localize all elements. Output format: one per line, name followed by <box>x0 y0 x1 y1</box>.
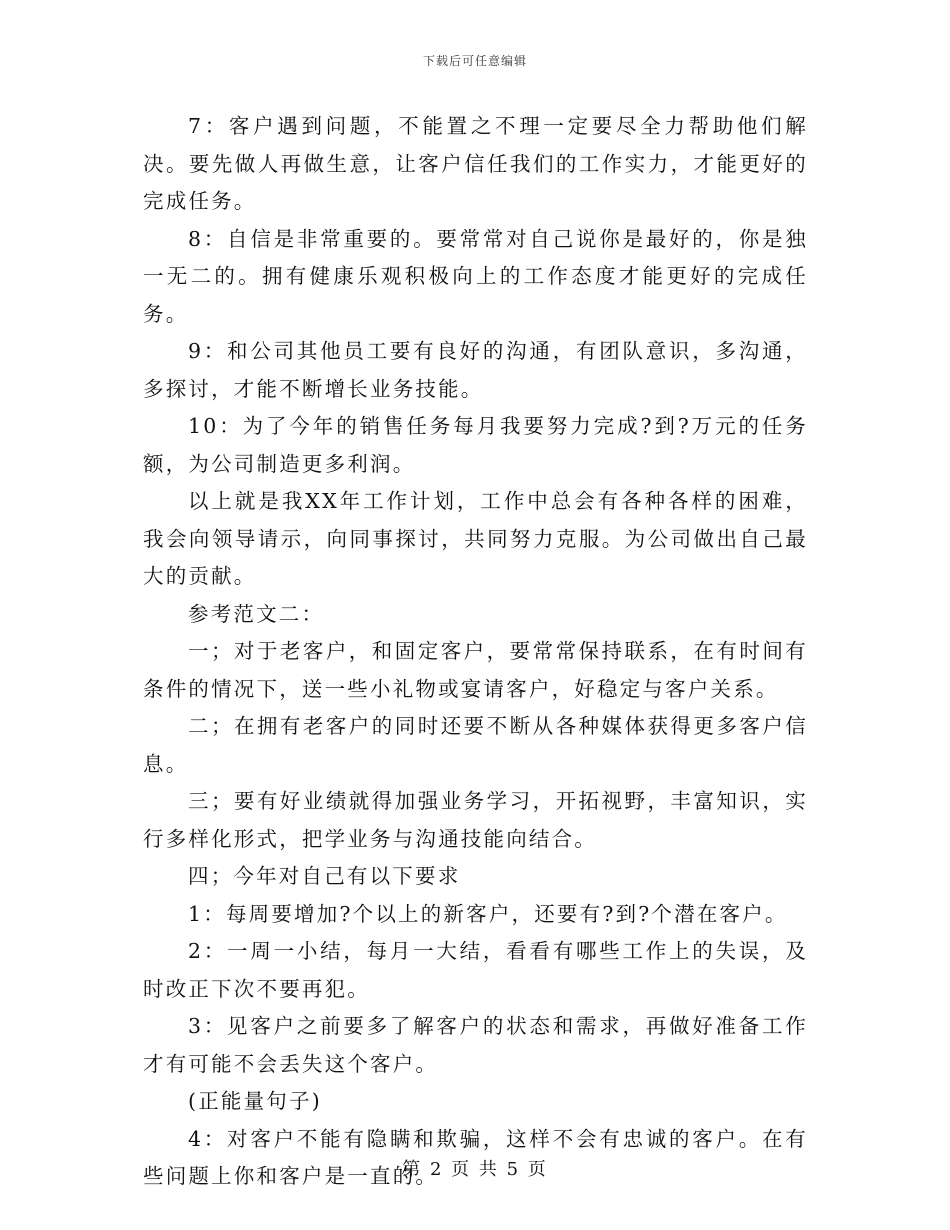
page-number-footer: 第 2 页 共 5 页 <box>402 1159 548 1180</box>
paragraph-item-10: 10：为了今年的销售任务每月我要努力完成?到?万元的任务额，为公司制造更多利润。 <box>143 414 808 476</box>
inline-note: (正能量句子) <box>188 1089 322 1113</box>
paragraph-item-9: 9：和公司其他员工要有良好的沟通，有团队意识，多沟通，多探讨，才能不断增长业务技能。 <box>143 339 808 401</box>
document-body <box>143 108 808 1196</box>
section-heading: 参考范文二： <box>188 601 325 626</box>
requirement-item-1: 1：每周要增加?个以上的新客户，还要有?到?个潜在客户。 <box>188 901 788 926</box>
paragraph-point-4: 四；今年对自己有以下要求 <box>188 864 461 888</box>
paragraph-point-1: 一；对于老客户，和固定客户，要常常保持联系，在有时间有条件的情况下，送一些小礼物或宴请客户，好稳定与客户关系。 <box>143 639 808 701</box>
page-header: 下载后可任意编辑 <box>422 54 527 68</box>
paragraph-item-7: 7：客户遇到问题，不能置之不理一定要尽全力帮助他们解决。要先做人再做生意，让客户信任我们的工作实力，才能更好的完成任务。 <box>143 114 808 213</box>
requirement-item-4: 4：对客户不能有隐瞒和欺骗，这样不会有忠诚的客户。在有些问题上你和客户是一直的。 <box>143 1126 808 1188</box>
paragraph-point-3: 三；要有好业绩就得加强业务学习，开拓视野，丰富知识，实行多样化形式，把学业务与沟通技能向结合。 <box>143 789 808 851</box>
requirement-item-2: 2：一周一小结，每月一大结，看看有哪些工作上的失误，及时改正下次不要再犯。 <box>143 939 808 1001</box>
paragraph-point-2: 二；在拥有老客户的同时还要不断从各种媒体获得更多客户信息。 <box>143 714 808 776</box>
paragraph-item-8: 8：自信是非常重要的。要常常对自己说你是最好的，你是独一无二的。拥有健康乐观积极向上的工作态度才能更好的完成任务。 <box>143 226 808 326</box>
paragraph-summary: 以上就是我XX年工作计划，工作中总会有各种各样的困难，我会向领导请示，向同事探讨，共同努力克服。为公司做出自己最大的贡献。 <box>143 489 808 588</box>
requirement-item-3: 3：见客户之前要多了解客户的状态和需求，再做好准备工作才有可能不会丢失这个客户。 <box>143 1014 808 1076</box>
